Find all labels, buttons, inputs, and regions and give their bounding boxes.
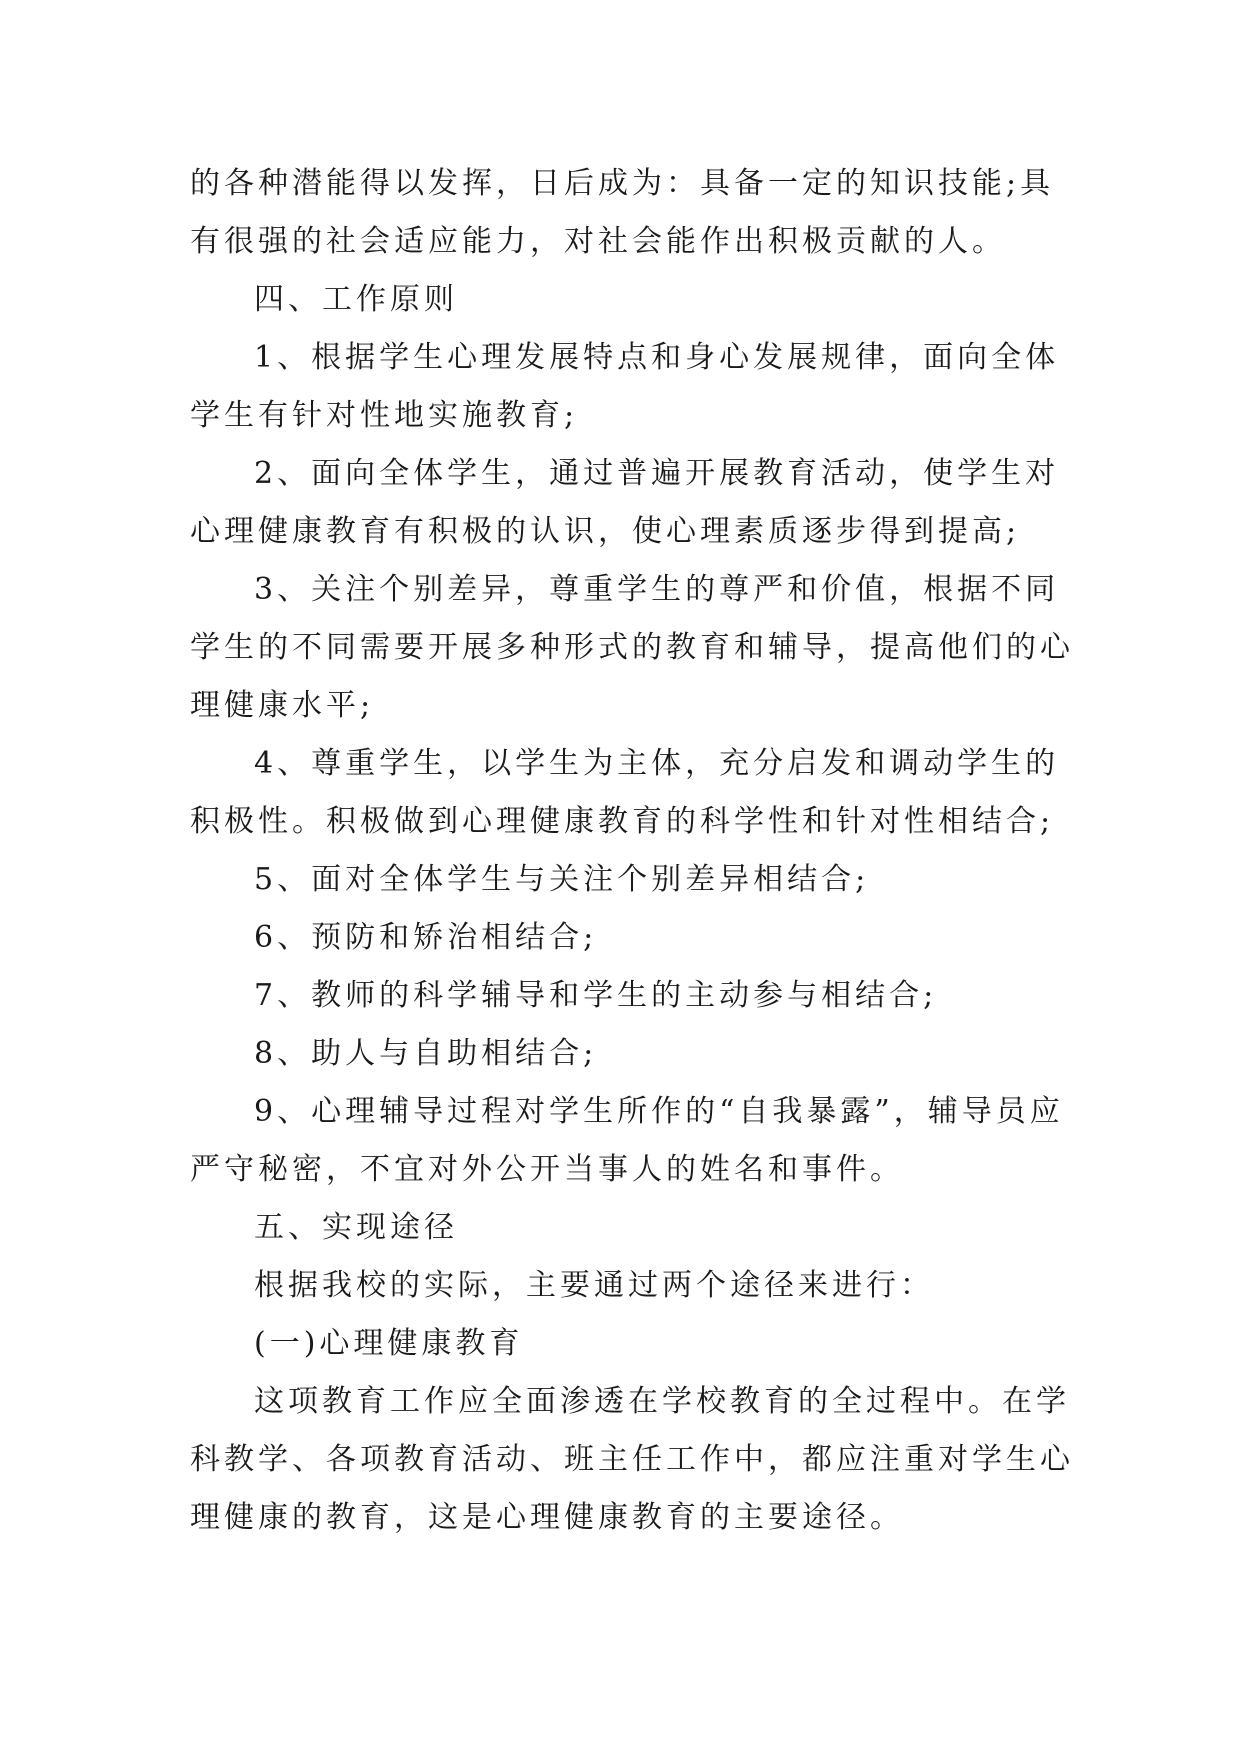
principle-item-4: 4、尊重学生，以学生为主体，充分启发和调动学生的: [254, 746, 1060, 781]
document-body: [190, 155, 1074, 1547]
principle-item-2: 2、面向全体学生，通过普遍开展教育活动，使学生对: [254, 456, 1060, 491]
subsection-heading: (一)心理健康教育: [254, 1326, 524, 1361]
principle-item-1: 1、根据学生心理发展特点和身心发展规律，面向全体: [254, 340, 1060, 375]
principle-item-5: 5、面对全体学生与关注个别差异相结合;: [254, 862, 870, 897]
body-line: 严守秘密，不宜对外公开当事人的姓名和事件。: [190, 1152, 904, 1187]
principle-item-6: 6、预防和矫治相结合;: [254, 920, 598, 955]
principle-item-8: 8、助人与自助相结合;: [254, 1036, 598, 1071]
body-line: 心理健康教育有积极的认识，使心理素质逐步得到提高;: [190, 514, 1021, 549]
body-paragraph: 这项教育工作应全面渗透在学校教育的全过程中。在学: [254, 1384, 1070, 1419]
section-heading-approaches: 五、实现途径: [254, 1210, 458, 1245]
principle-item-3: 3、关注个别差异，尊重学生的尊严和价值，根据不同: [254, 572, 1060, 607]
body-line: 科教学、各项教育活动、班主任工作中，都应注重对学生心: [190, 1442, 1074, 1477]
body-line: 积极性。积极做到心理健康教育的科学性和针对性相结合;: [190, 804, 1055, 839]
principle-item-7: 7、教师的科学辅导和学生的主动参与相结合;: [254, 978, 938, 1013]
body-line: 的各种潜能得以发挥，日后成为：具备一定的知识技能;具: [190, 166, 1055, 201]
section-heading-principles: 四、工作原则: [254, 282, 458, 317]
body-line: 有很强的社会适应能力，对社会能作出积极贡献的人。: [190, 224, 1006, 259]
body-line: 学生的不同需要开展多种形式的教育和辅导，提高他们的心: [190, 630, 1074, 665]
body-line: 理健康水平;: [190, 688, 375, 723]
body-line: 学生有针对性地实施教育;: [190, 398, 579, 433]
body-line: 理健康的教育，这是心理健康教育的主要途径。: [190, 1500, 904, 1535]
body-paragraph: 根据我校的实际，主要通过两个途径来进行：: [254, 1268, 934, 1303]
principle-item-9: 9、心理辅导过程对学生所作的“自我暴露”，辅导员应: [254, 1094, 1064, 1129]
